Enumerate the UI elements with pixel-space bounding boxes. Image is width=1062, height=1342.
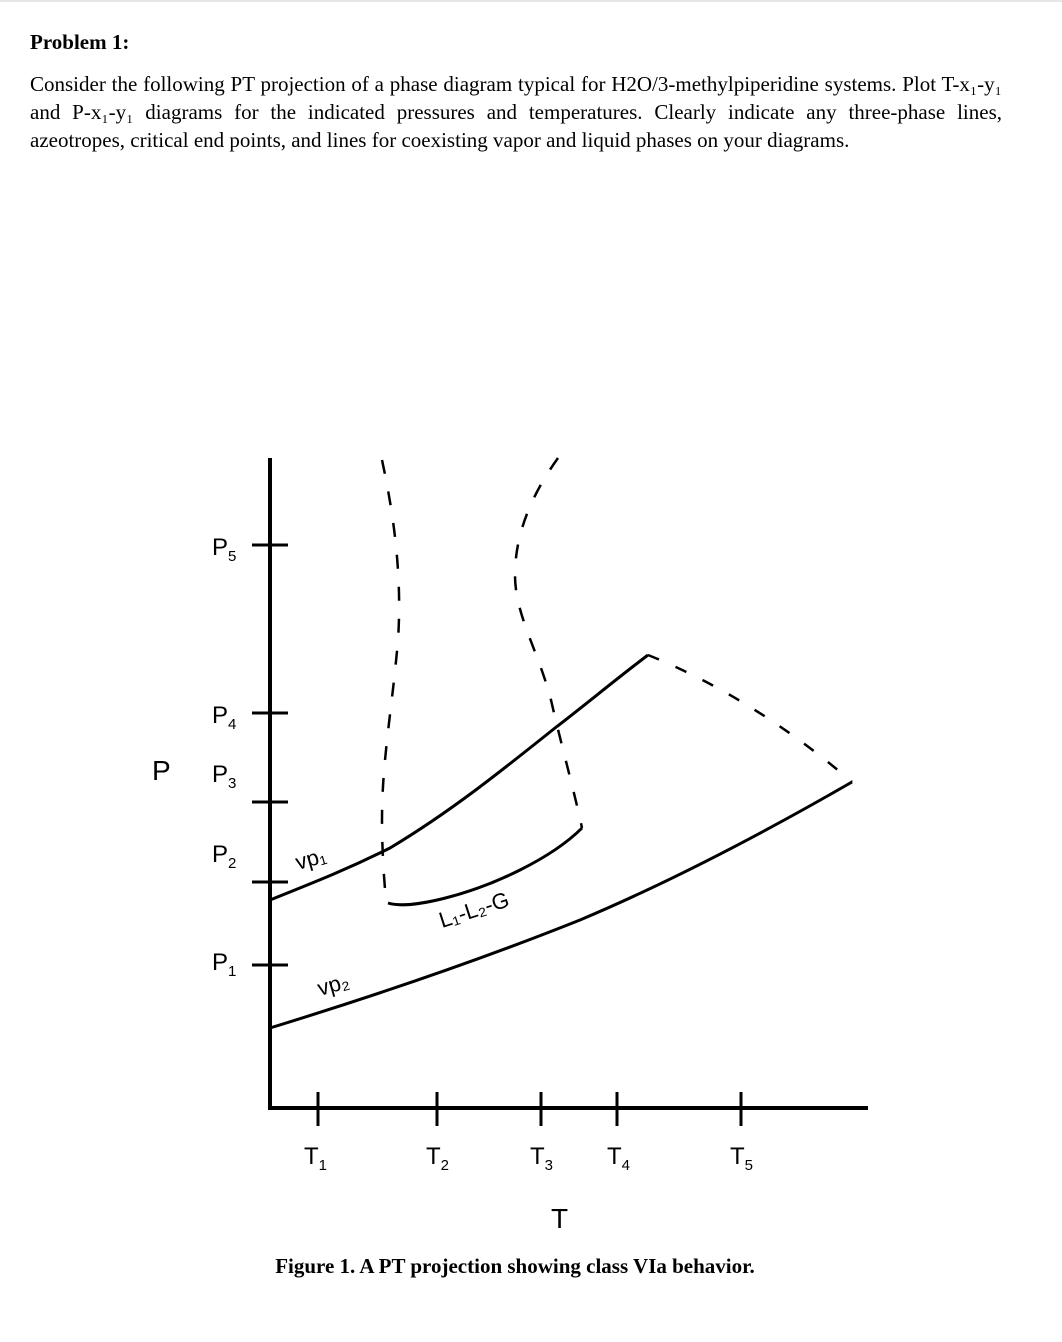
label-p5: $P_5$ (212, 534, 237, 565)
p-axis-label: P (152, 755, 171, 786)
label-t1: $T_1$ (304, 1143, 328, 1174)
label-p4: $P_4$ (212, 702, 237, 733)
label-t3: $T_3$ (530, 1143, 554, 1174)
label-t4: $T_4$ (607, 1143, 631, 1174)
label-p1: $P_1$ (212, 949, 237, 980)
t-axis-label: T (551, 1203, 569, 1234)
label-t5: $T_5$ (730, 1143, 754, 1174)
vp2-curve (270, 782, 852, 1028)
label-p3: $P_3$ (212, 761, 237, 792)
pressure-tick-labels (212, 534, 236, 980)
vp1-label: vp₁ (292, 842, 329, 875)
problem-statement: Consider the following PT projection of a phase diagram typical for H2O/3-methylpiperidine systems. Plot T-x₁-y₁ and P-x₁-y₁ diagrams for the indicated pressures and temperatures. Clearly indicate any three-phase lines, azeotropes, critical end points, and lines for coexisting vapor and liquid phases on your diagrams. (30, 72, 1002, 152)
left-dashed-critical-curve (382, 460, 399, 900)
three-phase-label: L₁-L₂-G (435, 886, 513, 933)
gas-liquid-critical-line (648, 655, 852, 782)
vp2-label: vp₂ (314, 968, 352, 1001)
problem-title: Problem 1: (30, 30, 130, 54)
right-dashed-critical-curve (515, 458, 582, 828)
label-p2: $P_2$ (212, 841, 237, 872)
temperature-tick-labels (304, 1143, 753, 1174)
label-t2: $T_2$ (426, 1143, 450, 1174)
figure-caption: Figure 1. A PT projection showing class VIa behavior. (275, 1254, 755, 1278)
